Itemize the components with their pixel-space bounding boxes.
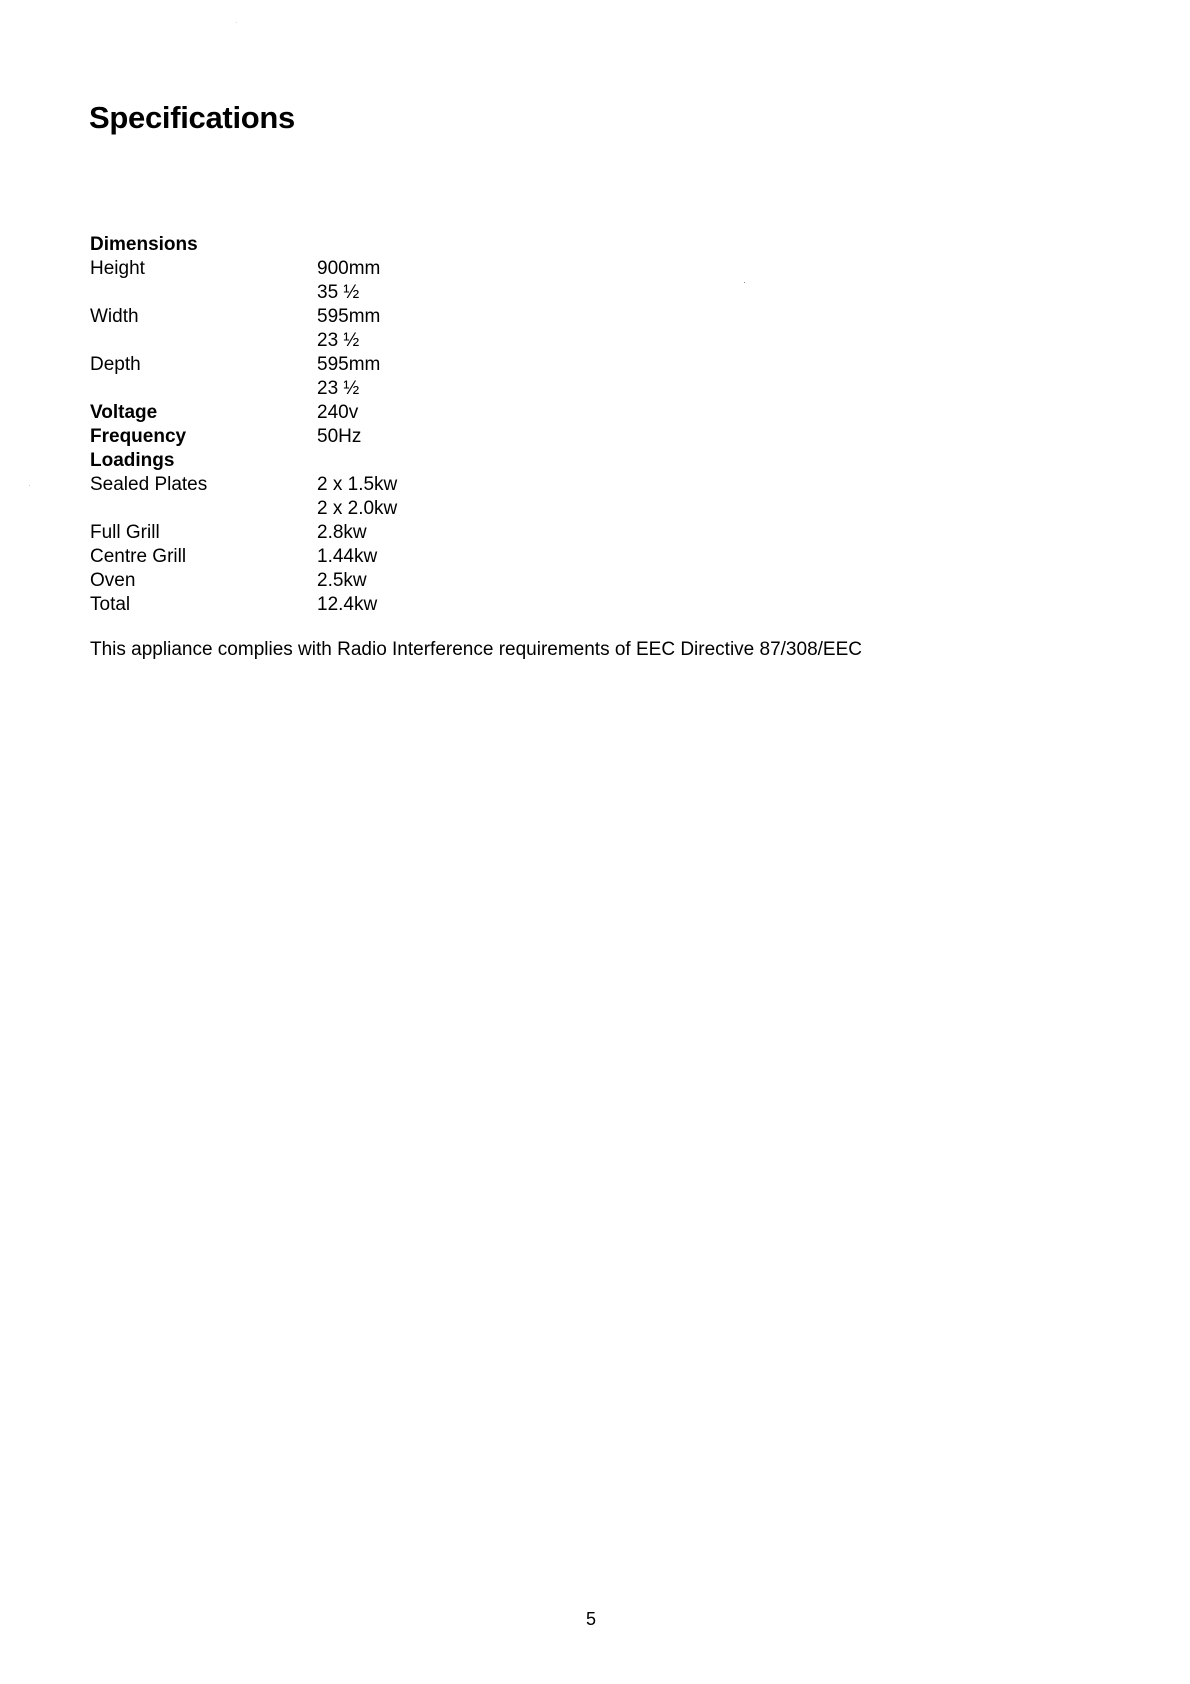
spec-value: 900mm	[317, 258, 381, 279]
spec-row-width-inches	[90, 329, 397, 353]
spec-label	[90, 377, 317, 401]
spec-label: Width	[90, 306, 139, 327]
spec-value: 2 x 2.0kw	[317, 498, 398, 519]
spec-value: 595mm	[317, 306, 381, 327]
spec-row-dimensions	[90, 233, 397, 257]
spec-value: 50Hz	[317, 426, 362, 447]
spec-value: 1.44kw	[317, 546, 378, 567]
spec-row-centre-grill	[90, 545, 397, 569]
page-title: Specifications	[89, 100, 295, 135]
spec-row-sealed-plates	[90, 473, 397, 497]
spec-row-oven	[90, 569, 397, 593]
compliance-statement: This appliance complies with Radio Interference requirements of EEC Directive 87/308/EEC	[90, 639, 862, 660]
spec-label	[90, 497, 317, 521]
spec-value: 23 ½	[317, 378, 360, 399]
spec-value: 240v	[317, 402, 359, 423]
spec-row-height	[90, 257, 397, 281]
spec-value: 23 ½	[317, 330, 360, 351]
spec-label: Oven	[90, 570, 136, 591]
spec-label	[90, 281, 317, 305]
spec-row-full-grill	[90, 521, 397, 545]
scan-speck	[29, 485, 30, 486]
specifications-table	[90, 233, 397, 617]
spec-label: Loadings	[90, 450, 175, 471]
spec-label: Voltage	[90, 402, 158, 423]
spec-label: Sealed Plates	[90, 474, 208, 495]
spec-label: Dimensions	[90, 234, 198, 255]
spec-row-frequency	[90, 425, 397, 449]
spec-row-width	[90, 305, 397, 329]
spec-row-sealed-plates-2	[90, 497, 397, 521]
spec-row-total	[90, 593, 397, 617]
spec-row-height-inches	[90, 281, 397, 305]
spec-label: Centre Grill	[90, 546, 187, 567]
spec-label: Frequency	[90, 426, 187, 447]
scan-speck	[744, 282, 745, 283]
scan-speck	[236, 22, 237, 23]
spec-label: Height	[90, 258, 145, 279]
spec-value: 12.4kw	[317, 594, 378, 615]
spec-label	[90, 329, 317, 353]
spec-value: 595mm	[317, 354, 381, 375]
spec-row-depth	[90, 353, 397, 377]
page-number: 5	[586, 1609, 597, 1629]
spec-value: 35 ½	[317, 282, 360, 303]
spec-row-loadings	[90, 449, 397, 473]
spec-label: Total	[90, 594, 131, 615]
spec-row-depth-inches	[90, 377, 397, 401]
spec-value: 2.8kw	[317, 522, 367, 543]
spec-label: Full Grill	[90, 522, 160, 543]
spec-value: 2 x 1.5kw	[317, 474, 398, 495]
spec-label: Depth	[90, 354, 141, 375]
spec-value: 2.5kw	[317, 570, 367, 591]
spec-row-voltage	[90, 401, 397, 425]
